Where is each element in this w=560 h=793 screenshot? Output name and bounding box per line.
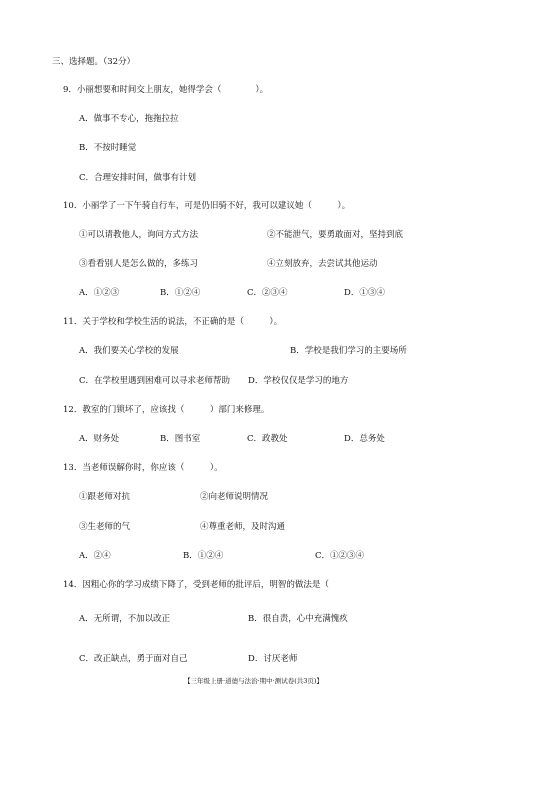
option-a: A．做事不专心，拖拖拉拉: [79, 114, 179, 124]
statement-3: ③生老师的气: [79, 522, 131, 532]
statement-2: ②向老师说明情况: [200, 492, 269, 502]
option-b: B．①②④: [183, 551, 224, 561]
option-b: B．图书室: [160, 434, 201, 444]
option-c: C．改正缺点，勇于面对自己: [79, 654, 188, 664]
option-c: C．在学校里遇到困难可以寻求老师帮助: [79, 376, 231, 386]
question-stem: 9．小丽想要和时间交上朋友，她得学会（ ）。: [63, 85, 269, 95]
statement-4: ④尊重老师，及时沟通: [200, 522, 286, 532]
question-stem: 11．关于学校和学校生活的说法，不正确的是（ ）。: [63, 317, 283, 327]
option-d: D．讨厌老师: [248, 654, 298, 664]
option-a: A．①②③: [79, 288, 120, 298]
option-c: C．合理安排时间，做事有计划: [79, 173, 197, 183]
statement-4: ④立刻放弃，去尝试其他运动: [267, 259, 378, 269]
question-stem: 13．当老师误解你时，你应该（ ）。: [63, 463, 223, 473]
option-d: D．总务处: [344, 434, 385, 444]
statement-3: ③看看别人是怎么做的，多练习: [79, 259, 199, 269]
option-c: C．①②③④: [315, 551, 365, 561]
option-c: C．②③④: [247, 288, 288, 298]
option-a: A．无所谓，不加以改正: [79, 614, 171, 624]
option-b: B．很自责，心中充满愧疚: [248, 614, 348, 624]
option-b: B．不按时睡觉: [79, 143, 137, 153]
statement-1: ①可以请教他人，询问方式方法: [79, 230, 199, 240]
question-stem: 12．教室的门锁坏了，应该找（ ）部门来修理。: [63, 405, 270, 415]
statement-1: ①跟老师对抗: [79, 492, 131, 502]
question-stem: 10．小丽学了一下午骑自行车，可是仍旧骑不好，我可以建议她（ ）。: [63, 201, 351, 211]
option-b: B．学校是我们学习的主要场所: [290, 346, 407, 356]
section-title: 三、选择题。（32分）: [52, 57, 136, 67]
option-b: B．①②④: [160, 288, 201, 298]
page-footer: 【三年级上册·道德与法治·期中·测试卷(共3页)】: [184, 677, 323, 685]
option-c: C．政教处: [247, 434, 288, 444]
option-a: A．②④: [79, 551, 111, 561]
question-stem: 14．因粗心你的学习成绩下降了，受到老师的批评后，明智的做法是（: [63, 580, 329, 590]
option-d: D．①③④: [344, 288, 385, 298]
option-a: A．财务处: [79, 434, 120, 444]
statement-2: ②不能泄气，要勇敢面对，坚持到底: [267, 230, 404, 240]
option-d: D．学校仅仅是学习的地方: [248, 376, 349, 386]
option-a: A．我们要关心学校的发展: [79, 346, 179, 356]
